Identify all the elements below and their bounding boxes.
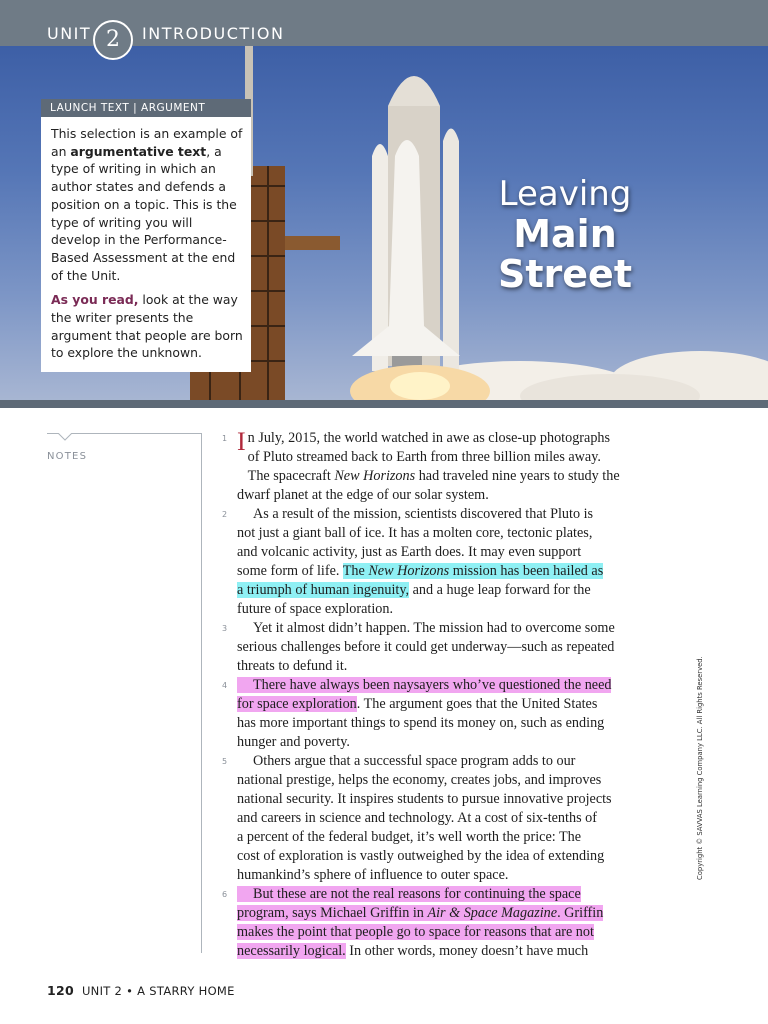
as-you-read-label: As you read, xyxy=(51,292,139,308)
article-body xyxy=(237,429,662,961)
paragraph-number: 2 xyxy=(222,510,228,519)
text-line xyxy=(237,923,662,942)
launch-text-heading: LAUNCH TEXT | ARGUMENT xyxy=(41,99,251,117)
text-line: national prestige, helps the economy, creates jobs, and improves xyxy=(237,772,602,788)
italic-title: Air & Space Magazine xyxy=(427,905,558,921)
text-span: program, says Michael Griffin in xyxy=(237,905,428,921)
highlight-pink: for space exploration xyxy=(237,696,357,712)
hero-title-line3: Street xyxy=(498,252,632,296)
text-span: and a huge leap forward for the xyxy=(409,582,591,598)
text-line: and careers in science and technology. At a cost of six-tenths of xyxy=(237,810,597,826)
notes-column-rule xyxy=(201,433,202,953)
text-line: hunger and poverty. xyxy=(237,734,350,750)
text-line: future of space exploration. xyxy=(237,601,394,617)
highlight-pink: makes the point that people go to space for reasons that are not xyxy=(237,924,594,940)
paragraph-number: 3 xyxy=(222,624,228,633)
text-line: n July, 2015, the world watched in awe as close-up photographs xyxy=(247,430,611,446)
footer-text: UNIT 2 • A STARRY HOME xyxy=(81,984,235,998)
text-line xyxy=(237,562,662,581)
hero-bottom-border xyxy=(0,400,768,408)
hero-title xyxy=(480,174,650,294)
unit-title: INTRODUCTION xyxy=(142,24,285,43)
text-line: and volcanic activity, just as Earth does. It may even support xyxy=(237,544,582,560)
paragraph-1 xyxy=(237,429,662,505)
launch-text-intro xyxy=(51,125,243,284)
text-line xyxy=(237,885,662,904)
page-number: 120 xyxy=(47,983,74,998)
text-span: The xyxy=(342,563,369,579)
highlight-pink: There have always been naysayers who’ve questioned the need xyxy=(237,677,611,693)
text-span: In other words, money doesn’t have much xyxy=(345,943,589,959)
launch-intro-part1: This selection is an example of an xyxy=(51,126,243,159)
text-line: humankind’s sphere of influence to outer space. xyxy=(237,867,509,883)
copyright-notice: Copyright © SAVVAS Learning Company LLC. All Rights Reserved. xyxy=(696,656,704,880)
text-line: has more important things to spend its money on, such as ending xyxy=(237,715,605,731)
text-line xyxy=(237,676,662,695)
notes-label: NOTES xyxy=(47,451,88,462)
paragraph-6 xyxy=(237,885,662,961)
launch-text-as-you-read xyxy=(51,291,243,362)
paragraph-number: 4 xyxy=(222,681,228,690)
highlight-cyan xyxy=(343,563,603,579)
unit-number-badge: 2 xyxy=(93,20,133,60)
italic-title: New Horizons xyxy=(334,468,416,484)
text-span: mission has been hailed as xyxy=(449,563,604,579)
paragraph-number: 6 xyxy=(222,890,228,899)
drop-cap: I xyxy=(237,427,246,456)
text-span: had traveled nine years to study the xyxy=(415,468,620,484)
text-line: As a result of the mission, scientists discovered that Pluto is xyxy=(253,506,594,522)
text-line xyxy=(237,942,662,961)
highlight-pink xyxy=(237,905,603,921)
unit-label: UNIT xyxy=(47,24,92,43)
text-line: national security. It inspires students to pursue innovative projects xyxy=(237,791,612,807)
text-span: some form of life. xyxy=(237,563,343,579)
text-line: not just a giant ball of ice. It has a molten core, tectonic plates, xyxy=(237,525,593,541)
notes-tab-notch xyxy=(58,433,72,441)
text-line: dwarf planet at the edge of our solar system. xyxy=(237,487,489,503)
paragraph-5 xyxy=(237,752,662,885)
paragraph-number: 1 xyxy=(222,434,228,443)
paragraph-number: 5 xyxy=(222,757,228,766)
text-span: The spacecraft xyxy=(247,468,335,484)
launch-intro-bold: argumentative text xyxy=(70,143,207,159)
text-line xyxy=(237,904,662,923)
text-line xyxy=(237,695,662,714)
paragraph-2 xyxy=(237,505,662,619)
highlight-pink: necessarily logical. xyxy=(237,943,346,959)
italic-title: New Horizons xyxy=(368,563,450,579)
text-line: cost of exploration is vastly outweighed by the idea of extending xyxy=(237,848,605,864)
text-span: . Griffin xyxy=(557,905,604,921)
launch-text-box xyxy=(41,99,251,372)
text-line: Others argue that a successful space program adds to our xyxy=(253,753,576,769)
highlight-pink: But these are not the real reasons for continuing the space xyxy=(237,886,581,902)
text-line xyxy=(237,467,662,486)
paragraph-3 xyxy=(237,619,662,676)
launch-intro-part2: , a type of writing in which an author states and defends a position on a topic. This is the type of writing you will develop in the Performance-Based Assessment at the end of the Unit. xyxy=(51,143,237,283)
as-you-read-text: look at the way the writer presents the argument that people are born to explore the unknown. xyxy=(51,292,243,361)
highlight-cyan: a triumph of human ingenuity, xyxy=(237,582,410,598)
page-footer xyxy=(47,983,235,998)
text-span: . The argument goes that the United States xyxy=(356,696,598,712)
paragraph-4 xyxy=(237,676,662,752)
text-line xyxy=(237,581,662,600)
text-line: serious challenges before it could get underway—such as repeated xyxy=(237,639,615,655)
text-line: of Pluto streamed back to Earth from three billion miles away. xyxy=(247,449,601,465)
hero-title-line1: Leaving xyxy=(498,174,632,214)
text-line: Yet it almost didn’t happen. The mission had to overcome some xyxy=(253,620,615,636)
text-line: threats to defund it. xyxy=(237,658,348,674)
text-line: a percent of the federal budget, it’s well worth the price: The xyxy=(237,829,582,845)
hero-title-line2: Main xyxy=(513,212,617,256)
